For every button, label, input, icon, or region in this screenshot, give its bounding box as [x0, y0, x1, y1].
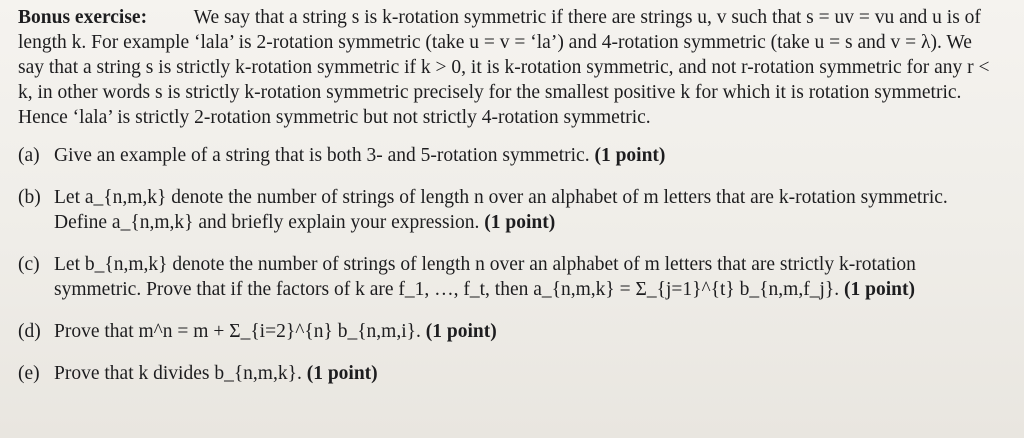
question-text: Prove that k divides b_{n,m,k}.: [54, 363, 302, 384]
example-sentence: For example ‘lala’ is 2-rotation symmetric (take u = v = ‘la’) and 4-rotation symmetric (take u = s and v = λ).: [91, 32, 942, 53]
points-badge: (1 point): [484, 212, 556, 233]
question-item-e: [18, 361, 996, 386]
question-text: Let a_{n,m,k} denote the number of strings of length n over an alphabet of m letters that are k-rotation symmetric. Define a_{n,m,k} and briefly explain your expression.: [54, 187, 948, 233]
question-body: [54, 252, 996, 302]
question-item-a: [18, 143, 996, 168]
question-label: (e): [18, 363, 40, 384]
points-badge: (1 point): [843, 279, 915, 300]
conclusion-sentence: Hence ‘lala’ is strictly 2-rotation symmetric but not strictly 4-rotation symmetric.: [18, 107, 651, 128]
question-list: [18, 143, 996, 386]
strict-definition-sentence: We say that a string s is strictly k-rotation symmetric if k > 0, it is k-rotation symmetric, and not r-rotation symmetric for any r < k, in other words s is strictly k-rotation symmetric precisely for the smallest positive k for which it is rotation symmetric.: [18, 32, 990, 103]
question-item-c: [18, 252, 996, 302]
question-label: (c): [18, 254, 40, 275]
question-item-d: [18, 319, 996, 344]
question-label: (b): [18, 187, 41, 208]
question-label: (d): [18, 321, 41, 342]
question-item-b: [18, 185, 996, 235]
points-badge: (1 point): [425, 321, 497, 342]
definition-sentence: We say that a string s is k-rotation symmetric if there are strings u, v such that s = uv = vu and u is of length k.: [18, 7, 981, 53]
exercise-heading: Bonus exercise:: [18, 7, 148, 28]
question-body: [54, 185, 996, 235]
question-label: (a): [18, 145, 40, 166]
question-text: Prove that m^n = m + Σ_{i=2}^{n} b_{n,m,i}.: [54, 321, 421, 342]
points-badge: (1 point): [306, 363, 378, 384]
question-body: [54, 319, 996, 344]
question-body: [54, 361, 996, 386]
question-body: [54, 143, 996, 168]
intro-paragraph: [18, 5, 996, 130]
question-text: Let b_{n,m,k} denote the number of strings of length n over an alphabet of m letters that are strictly k-rotation symmetric. Prove that if the factors of k are f_1, …, f_t, then a_{n,m,k} = Σ_{j=1}^{t} b_{n,m,f_j}.: [54, 254, 916, 300]
question-text: Give an example of a string that is both 3- and 5-rotation symmetric.: [54, 145, 590, 166]
points-badge: (1 point): [594, 145, 666, 166]
